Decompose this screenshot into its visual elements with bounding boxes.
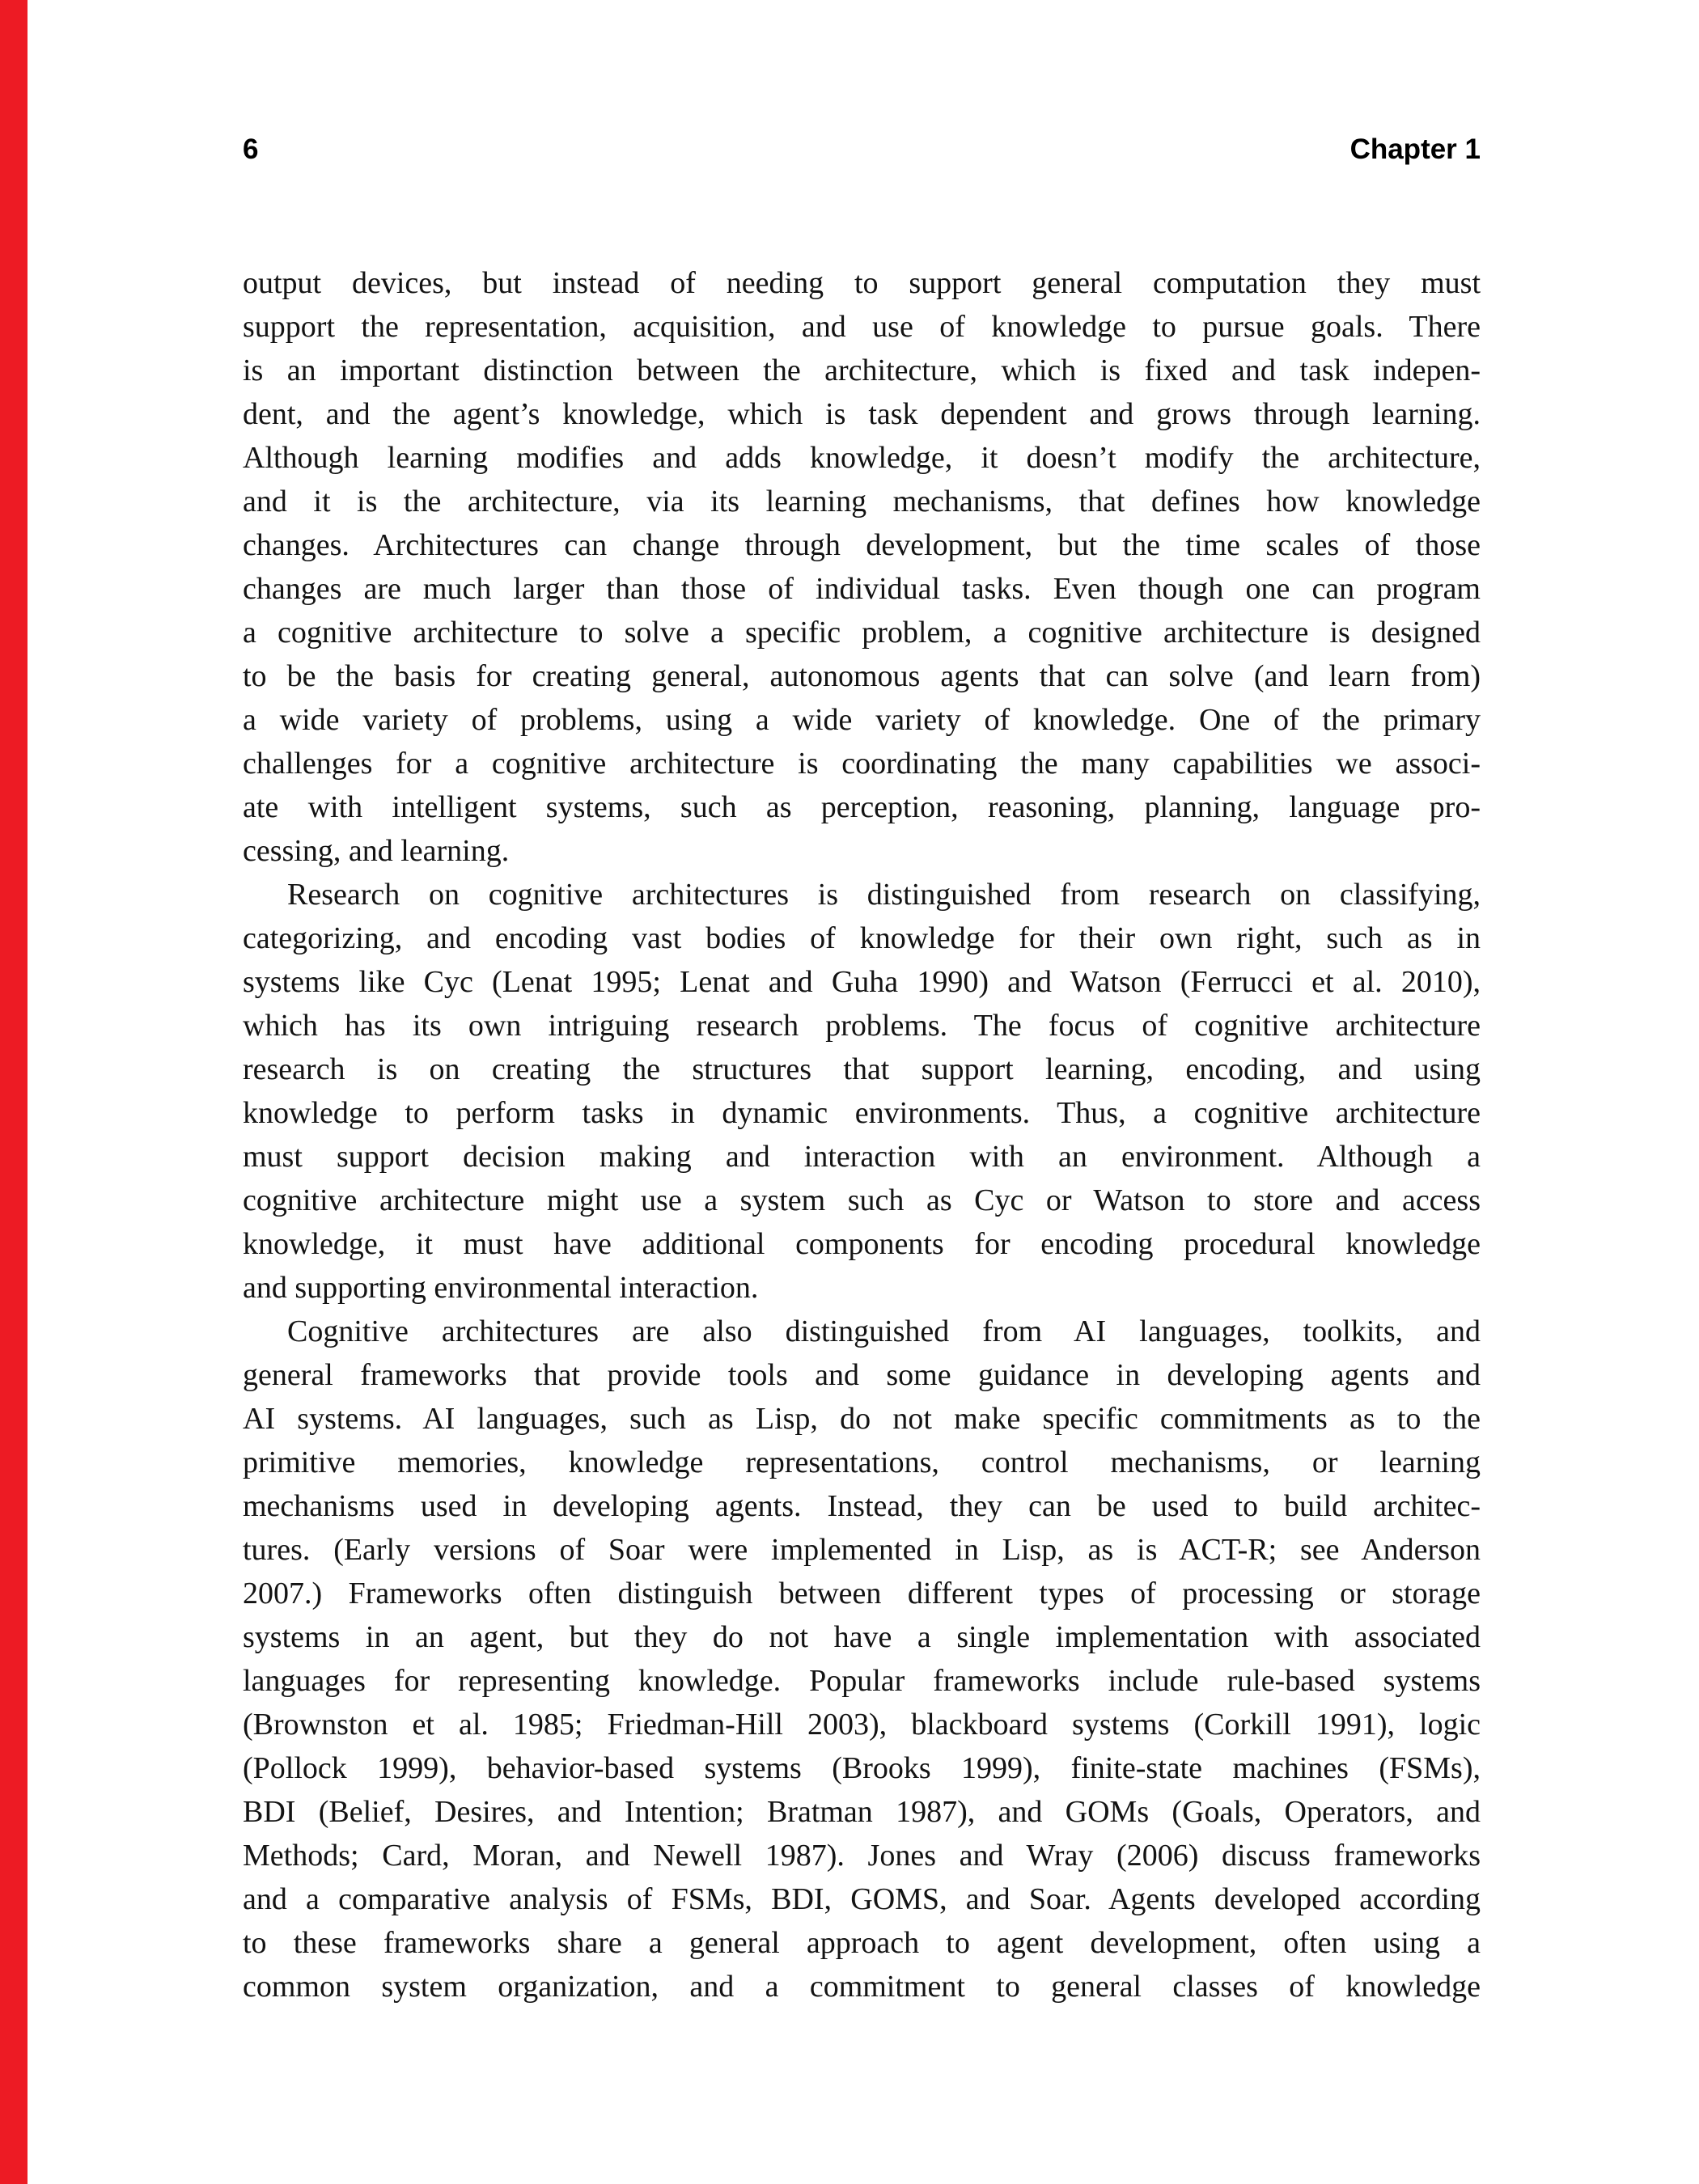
- text-line: systems in an agent, but they do not have a single implementation with associated: [243, 1620, 1481, 1654]
- text-line: (Brownston et al. 1985; Friedman-Hill 2003), blackboard systems (Corkill 1991), logic: [243, 1708, 1481, 1742]
- text-line: a wide variety of problems, using a wide variety of knowledge. One of the primary: [243, 703, 1481, 737]
- text-line: (Pollock 1999), behavior-based systems (Brooks 1999), finite-state machines (FSMs),: [243, 1751, 1481, 1785]
- text-line: changes. Architectures can change through development, but the time scales of those: [243, 528, 1481, 562]
- paragraph-3: [243, 1310, 1481, 2008]
- text-line: AI systems. AI languages, such as Lisp, do not make specific commitments as to the: [243, 1402, 1481, 1436]
- text-line: a cognitive architecture to solve a specific problem, a cognitive architecture is designed: [243, 616, 1481, 650]
- text-line: dent, and the agent’s knowledge, which is task dependent and grows through learning.: [243, 397, 1481, 431]
- text-line: cognitive architecture might use a system such as Cyc or Watson to store and access: [243, 1183, 1481, 1217]
- paragraph-1: [243, 261, 1481, 873]
- text-line: and a comparative analysis of FSMs, BDI, GOMS, and Soar. Agents developed according: [243, 1882, 1481, 1916]
- chapter-title: Chapter 1: [1349, 133, 1481, 165]
- text-line: ate with intelligent systems, such as perception, reasoning, planning, language pro-: [243, 790, 1481, 824]
- text-line: and it is the architecture, via its learning mechanisms, that defines how knowledge: [243, 485, 1481, 518]
- text-line: primitive memories, knowledge representations, control mechanisms, or learning: [243, 1445, 1481, 1479]
- text-line: knowledge, it must have additional components for encoding procedural knowledge: [243, 1227, 1481, 1261]
- text-line: knowledge to perform tasks in dynamic environments. Thus, a cognitive architecture: [243, 1096, 1481, 1130]
- text-line: general frameworks that provide tools and some guidance in developing agents and: [243, 1358, 1481, 1392]
- text-line: to be the basis for creating general, autonomous agents that can solve (and learn from): [243, 659, 1481, 693]
- paragraph-2: [243, 873, 1481, 1310]
- text-line: and supporting environmental interaction.: [243, 1271, 759, 1305]
- text-line: which has its own intriguing research problems. The focus of cognitive architecture: [243, 1009, 1481, 1043]
- text-line: cessing, and learning.: [243, 834, 510, 868]
- text-line: to these frameworks share a general approach to agent development, often using a: [243, 1926, 1481, 1960]
- running-header: [243, 134, 1481, 165]
- text-line: challenges for a cognitive architecture is coordinating the many capabilities we associ-: [243, 747, 1481, 781]
- text-line: output devices, but instead of needing to support general computation they must: [243, 266, 1481, 300]
- text-line: languages for representing knowledge. Popular frameworks include rule-based systems: [243, 1664, 1481, 1698]
- text-line: tures. (Early versions of Soar were implemented in Lisp, as is ACT-R; see Anderson: [243, 1533, 1481, 1567]
- text-line: systems like Cyc (Lenat 1995; Lenat and Guha 1990) and Watson (Ferrucci et al. 2010),: [243, 965, 1481, 999]
- text-line: research is on creating the structures that support learning, encoding, and using: [243, 1052, 1481, 1086]
- body-text-block: [243, 261, 1481, 2008]
- text-line: changes are much larger than those of individual tasks. Even though one can program: [243, 572, 1481, 606]
- text-line: common system organization, and a commitment to general classes of knowledge: [243, 1970, 1481, 2004]
- page-number: 6: [243, 133, 259, 165]
- text-line: support the representation, acquisition, and use of knowledge to pursue goals. There: [243, 310, 1481, 344]
- text-line: Although learning modifies and adds knowledge, it doesn’t modify the architecture,: [243, 441, 1481, 475]
- text-line: Cognitive architectures are also distinguished from AI languages, toolkits, and: [287, 1314, 1481, 1348]
- text-line: must support decision making and interaction with an environment. Although a: [243, 1140, 1481, 1174]
- red-edge-stripe: [0, 0, 28, 2184]
- text-line: is an important distinction between the architecture, which is fixed and task indepen-: [243, 353, 1481, 387]
- text-line: mechanisms used in developing agents. Instead, they can be used to build architec-: [243, 1489, 1481, 1523]
- text-line: Methods; Card, Moran, and Newell 1987). Jones and Wray (2006) discuss frameworks: [243, 1839, 1481, 1873]
- text-line: BDI (Belief, Desires, and Intention; Bratman 1987), and GOMs (Goals, Operators, and: [243, 1795, 1481, 1829]
- text-line: Research on cognitive architectures is distinguished from research on classifying,: [287, 878, 1481, 912]
- text-line: 2007.) Frameworks often distinguish between different types of processing or storage: [243, 1577, 1481, 1610]
- text-line: categorizing, and encoding vast bodies of knowledge for their own right, such as in: [243, 921, 1481, 955]
